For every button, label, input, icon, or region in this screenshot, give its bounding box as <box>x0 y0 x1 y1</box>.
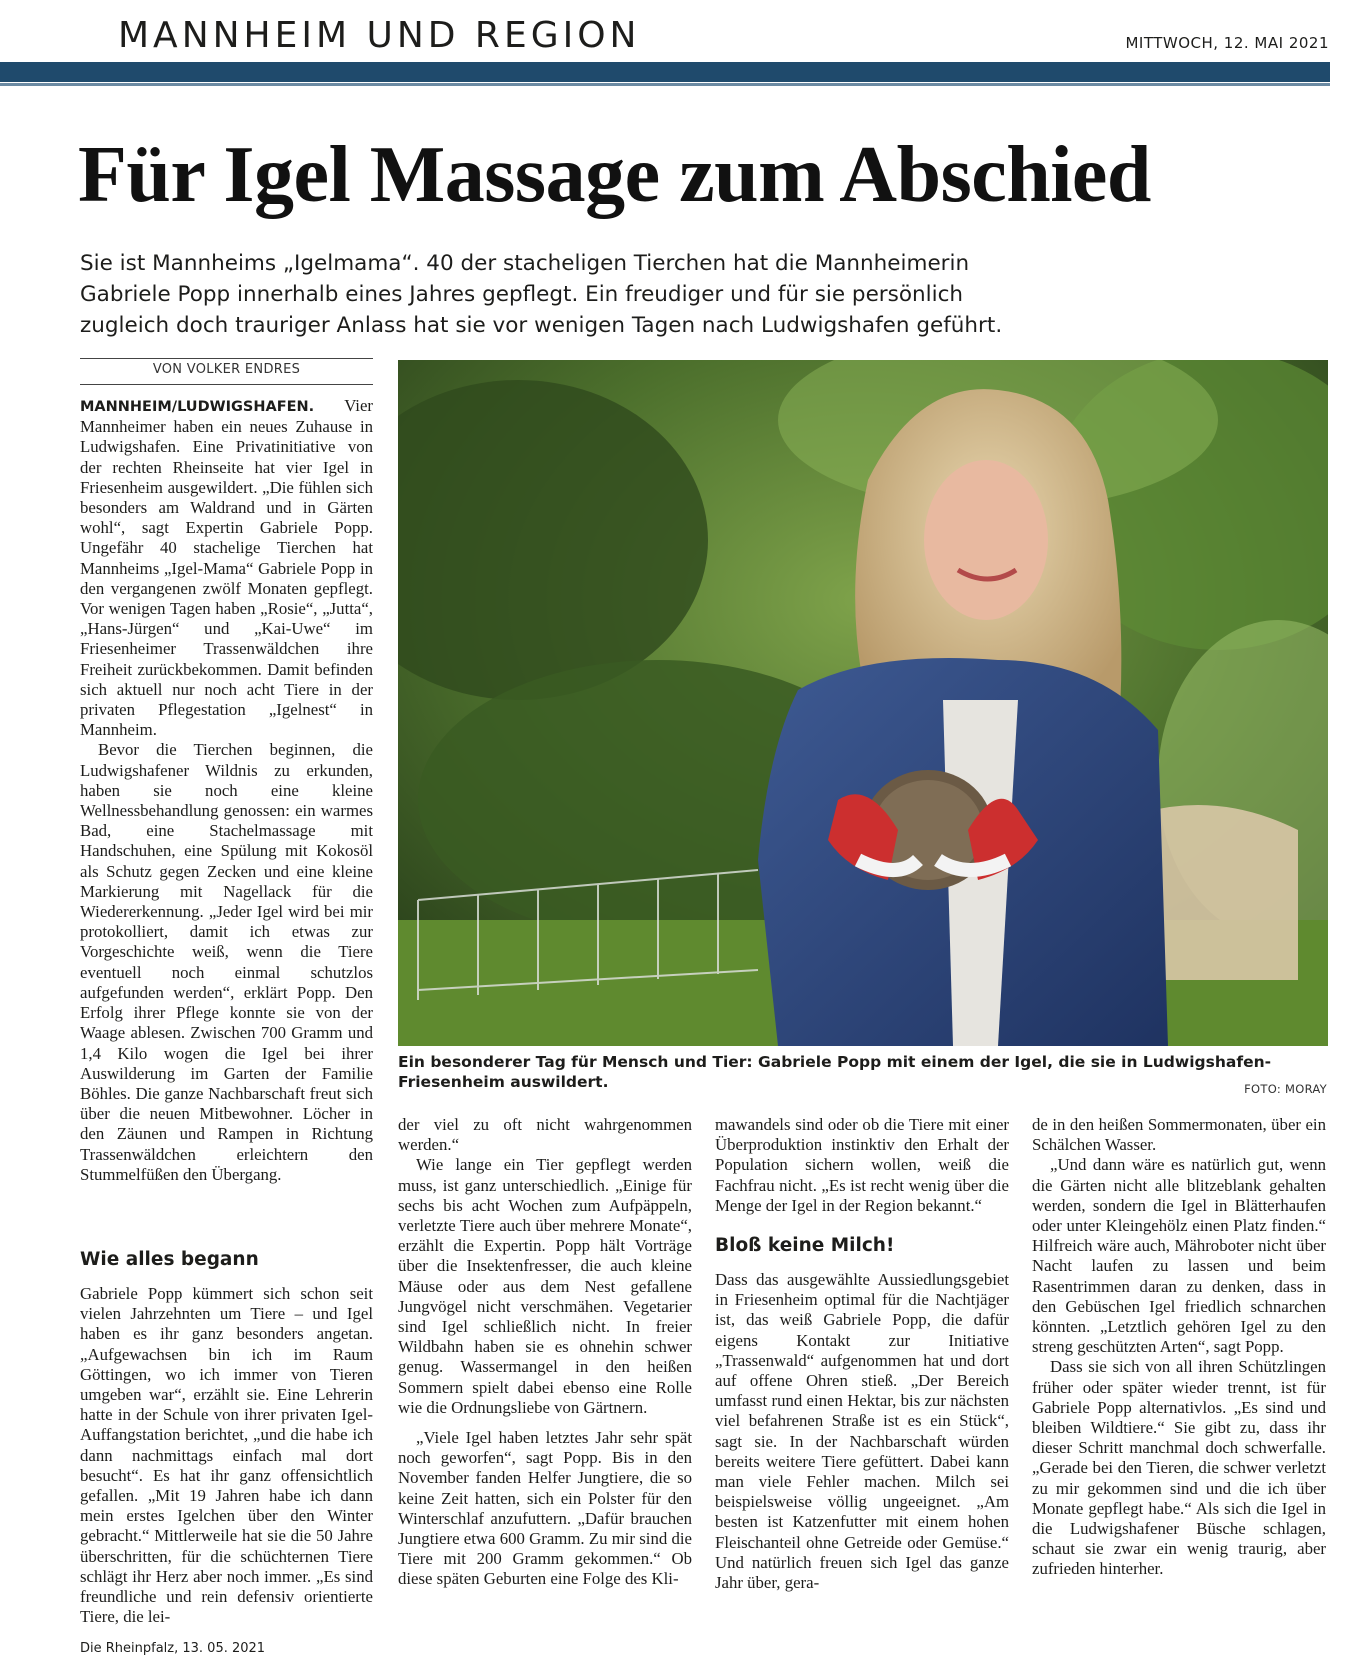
paragraph: Wie lange ein Tier gepflegt werden muss, ist ganz unterschiedlich. „Einige für sechs bis acht Wochen zum Aufpäppeln, verletzte Tiere auch über mehrere Monate“, erzählt die Expertin. Popp hält Vorträge über die Insektenfresser, die auch kleine Mäuse oder aus dem Nest gefallene Jungvögel nicht verschmähen. Vegetarier sind Igel schließlich nicht. In freier Wildbahn haben sie es ohnehin schwer genug. Wassermangel in den heißen Sommern spielt dabei ebenso eine Rolle wie die Ordnungsliebe von Gärtnern. <box>398 1155 692 1417</box>
paragraph: „Und dann wäre es natürlich gut, wenn die Gärten nicht alle blitzeblank gehalten werden, sondern die Igel in Blätterhaufen oder unter Kleingehölz einen Platz finden.“ Hilfreich wäre auch, Mähroboter nicht über Nacht laufen zu lassen und beim Rasentrimmen daran zu denken, dass in den Gebüschen Igel friedlich schnarchen könnten. „Letztlich gehören Igel zu den streng geschützten Arten“, sagt Popp. <box>1032 1155 1326 1357</box>
subheading: Bloß keine Milch! <box>715 1235 895 1257</box>
section-title: MANNHEIM UND REGION <box>118 15 641 56</box>
photo-credit: FOTO: MORAY <box>1244 1082 1327 1096</box>
byline-rule <box>80 358 373 359</box>
lead-line: Gabriele Popp innerhalb eines Jahres gepflegt. Ein freudiger und für sie persönlich <box>80 282 964 307</box>
lead-line: zugleich doch trauriger Anlass hat sie vor wenigen Tagen nach Ludwigshafen geführt. <box>80 313 1003 338</box>
paragraph: Gabriele Popp kümmert sich schon seit vielen Jahrzehnten um Tiere – und Igel haben es ihr ganz besonders angetan. „Aufgewachsen bin ich im Raum Göttingen, wo ich immer von Tieren umgeben war“, erzählt sie. Eine Lehrerin hatte in der Schule von ihrer privaten Igel-Auffangstation berichtet, „und die habe ich dann nachmittags einfach mal dort besucht“. Es hat ihr ganz offensichtlich gefallen. „Mit 19 Jahren habe ich dann mein erstes Igelchen über den Winter gebracht.“ Mittlerweile hat sie die 50 Jahre überschritten, für die schüchternen Tiere schlägt ihr Herz aber noch immer. „Es sind freundliche und rein defensiv orientierte Tiere, die lei- <box>80 1284 373 1627</box>
lead-paragraph <box>80 248 1290 341</box>
issue-date: MITTWOCH, 12. MAI 2021 <box>1125 34 1329 52</box>
dateline: MANNHEIM/LUDWIGSHAFEN. <box>80 399 315 415</box>
article-column-2 <box>398 1115 692 1590</box>
article-column-4 <box>1032 1115 1326 1580</box>
lead-line: Sie ist Mannheims „Igelmama“. 40 der stacheligen Tierchen hat die Mannheimerin <box>80 251 970 276</box>
photo-illustration <box>398 360 1328 1046</box>
paragraph <box>80 396 373 740</box>
paragraph: Dass sie sich von all ihren Schützlingen früher oder später wieder trennt, ist für Gabriele Popp alternativlos. „Es sind und bleiben Wildtiere.“ Sie gibt zu, dass ihr dieser Schritt manchmal doch schwerfalle. „Gerade bei den Tieren, die schwer verletzt zu mir gekommen sind und die ich über Monate gepflegt habe.“ Als sich die Igel in die Ludwigshafener Büsche schlagen, schaut sie zwar ein wenig traurig, aber zufrieden hinterher. <box>1032 1357 1326 1579</box>
paragraph: Dass das ausgewählte Aussiedlungsgebiet in Friesenheim optimal für die Nachtjäger ist, das weiß Gabriele Popp, die dafür eigens Kontakt zur Initiative „Trassenwald“ aufgenommen hat und dort auf offene Ohren stieß. „Der Bereich umfasst rund einen Hektar, bis zur nächsten viel befahrenen Straße ist es ein Stück“, sagt sie. In der Nachbarschaft würden bereits weitere Tiere gefüttert. Dabei kann man viele Fehler machen. Milch sei beispielsweise völlig ungeeignet. „Am besten ist Katzenfutter mit einem hohen Fleischanteil ohne Getreide oder Gemüse.“ Und natürlich freuen sich Igel das ganze Jahr über, gera- <box>715 1270 1009 1593</box>
paragraph: Bevor die Tierchen beginnen, die Ludwigshafener Wildnis zu erkunden, haben sie noch eine kleine Wellnessbehandlung genossen: ein warmes Bad, eine Stachelmassage mit Handschuhen, eine Spülung mit Kokosöl als Schutz gegen Zecken und eine kleine Markierung mit Nagellack für die Wiedererkennung. „Jeder Igel wird bei mir protokolliert, damit ich etwas zur Vorgeschichte weiß, wenn die Tiere eventuell noch einmal schutzlos aufgefunden werden“, erklärt Popp. Den Erfolg ihrer Pflege konnte sie von der Waage ablesen. Zwischen 700 Gramm und 1,4 Kilo wogen die Igel bei ihrer Auswilderung im Garten der Familie Böhles. Die ganze Nachbarschaft freut sich über die neuen Mitbewohner. Löcher in den Zäunen und Rampen in Richtung Trassenwäldchen erleichtern den Stummelfüßen den Übergang. <box>80 740 373 1184</box>
header-bar <box>0 62 1330 82</box>
article-photo <box>398 360 1328 1046</box>
subheading: Wie alles begann <box>80 1249 259 1270</box>
source-note: Die Rheinpfalz, 13. 05. 2021 <box>80 1641 266 1656</box>
article-column-1 <box>80 396 373 1185</box>
byline: VON VOLKER ENDRES <box>152 362 301 377</box>
paragraph: mawandels sind oder ob die Tiere mit einer Überproduktion instinktiv den Erhalt der Population sichern wollen, weiß die Fachfrau nicht. „Es ist recht wenig über die Menge der Igel in der Region bekannt.“ <box>715 1115 1009 1215</box>
headline: Für Igel Massage zum Abschied <box>78 131 1151 219</box>
paragraph: de in den heißen Sommermonaten, über ein Schälchen Wasser. <box>1032 1115 1326 1155</box>
byline-rule <box>80 384 373 385</box>
article-column-3 <box>715 1115 1009 1593</box>
header-bar-thin <box>0 83 1330 86</box>
paragraph-text: Vier Mannheimer haben ein neues Zuhause in Ludwigshafen. Eine Privatinitiative von der rechten Rheinseite hat vier Igel in Friesenheim ausgewildert. „Die fühlen sich besonders am Waldrand und in Gärten wohl“, sagt Expertin Gabriele Popp. Ungefähr 40 stachelige Tierchen hat Mannheims „Igel-Mama“ Gabriele Popp in den vergangenen zwölf Monaten gepflegt. Vor wenigen Tagen haben „Rosie“, „Jutta“, „Hans-Jürgen“ und „Kai-Uwe“ im Friesenheimer Trassenwäldchen ihre Freiheit zurückbekommen. Damit befinden sich aktuell nur noch acht Tiere in der privaten Pflegestation „Igelnest“ in Mannheim. <box>80 396 373 740</box>
paragraph: der viel zu oft nicht wahrgenommen werden.“ <box>398 1115 692 1155</box>
photo-caption: Ein besonderer Tag für Mensch und Tier: Gabriele Popp mit einem der Igel, die sie in Ludwigshafen-Friesenheim auswildert. <box>398 1053 1272 1091</box>
article-column-1-lower <box>80 1230 373 1627</box>
paragraph: „Viele Igel haben letztes Jahr sehr spät noch geworfen“, sagt Popp. Bis in den November fanden Helfer Jungtiere, die so keine Zeit hatten, sich ein Polster für den Winterschlaf anzufuttern. „Dafür brauchen Jungtiere etwa 600 Gramm. Zu mir sind die Tiere mit 200 Gramm gekommen.“ Ob diese späten Geburten eine Folge des Kli- <box>398 1428 692 1589</box>
